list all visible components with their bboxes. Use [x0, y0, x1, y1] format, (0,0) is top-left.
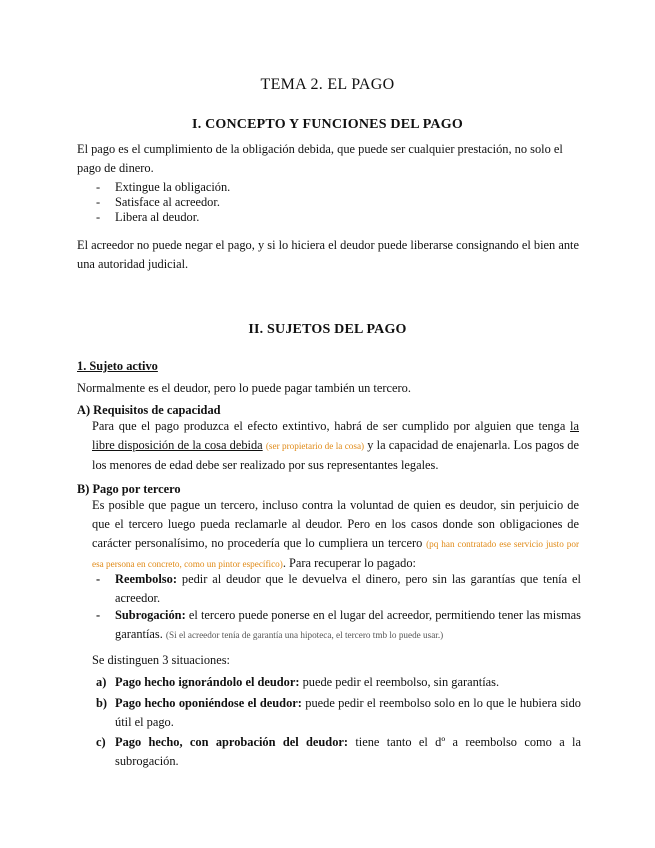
- list-item: - Extingue la obligación.: [96, 180, 231, 194]
- list-item: a) Pago hecho ignorándolo el deudor: puede pedir el reembolso, sin garantías.: [96, 675, 500, 689]
- section-1-heading: I. CONCEPTO Y FUNCIONES DEL PAGO: [192, 117, 463, 132]
- page-title: TEMA 2. EL PAGO: [260, 76, 395, 93]
- grey-note: (Si el acreedor tenía de garantía una hipoteca, el tercero tmb lo puede usar.): [165, 630, 444, 640]
- list-item: c) Pago hecho, con aprobación del deudor: tiene tanto el dº a reembolso como a la subrogación.: [96, 735, 581, 768]
- list-item: - Libera al deudor.: [96, 210, 200, 224]
- pago-tercero-paragraph: Es posible que pague un tercero, incluso contra la voluntad de quien es deudor, sin perjuicio de que el tercero luego pueda reclamarle al deudor. Pero en los casos donde son obligaciones de carácter personalísimo, no procedería que lo cumpliera un tercero (pq han contratado ese servicio justo por esa persona en concreto, como un pintor específico). Para recuperar lo pagado:: [92, 498, 580, 570]
- pago-tercero-heading: B) Pago por tercero: [77, 482, 181, 496]
- section-1-intro: El pago es el cumplimiento de la obligación debida, que puede ser cualquier prestación, no solo el pago de dinero.: [77, 142, 563, 175]
- bullet-list: [96, 180, 396, 225]
- orange-note: (pq han contratado ese servicio justo por esa persona en concreto, como un pintor específico): [92, 539, 580, 569]
- list-item: - Subrogación: el tercero puede ponerse en el lugar del acreedor, permitiendo tener las mismas garantías. (Si el acreedor tenía de garantía una hipoteca, el tercero tmb lo puede usar.): [96, 608, 581, 641]
- subsection-heading: 1. Sujeto activo: [77, 359, 158, 373]
- situations-intro: Se distinguen 3 situaciones:: [92, 653, 231, 667]
- orange-note: (ser propietario de la cosa): [265, 441, 365, 451]
- section-2-heading: II. SUJETOS DEL PAGO: [248, 322, 407, 337]
- requisitos-paragraph: Para que el pago produzca el efecto extintivo, habrá de ser cumplido por alguien que tenga la libre disposición de la cosa debida (ser propietario de la cosa) y la capacidad de enajenarla. Los pagos de los menores de edad debe ser realizado por sus representantes legales.: [92, 419, 579, 472]
- subsection-intro: Normalmente es el deudor, pero lo puede pagar también un tercero.: [77, 381, 411, 395]
- list-item: - Reembolso: pedir al deudor que le devuelva el dinero, pero sin las garantías que tenía el acreedor.: [96, 572, 581, 605]
- list-item: b) Pago hecho oponiéndose el deudor: puede pedir el reembolso solo en lo que le hubiera sido útil el pago.: [96, 696, 581, 729]
- requisitos-heading: A) Requisitos de capacidad: [77, 403, 221, 417]
- list-item: - Satisface al acreedor.: [96, 195, 220, 209]
- section-1-closing: El acreedor no puede negar el pago, y si lo hiciera el deudor puede liberarse consignando el bien ante una autoridad judicial.: [77, 238, 579, 271]
